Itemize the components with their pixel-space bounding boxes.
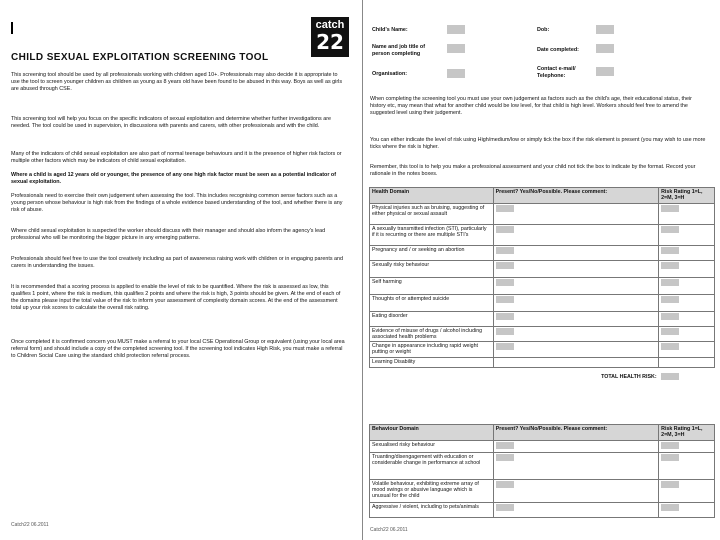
risk-cell[interactable] (659, 326, 715, 342)
health-domain-table (369, 187, 715, 383)
date-completed-label: Date completed: (537, 47, 579, 53)
present-field[interactable] (496, 454, 514, 461)
risk-field[interactable] (661, 226, 679, 233)
contact-label: Contact e-mail/ Telephone: (537, 66, 576, 79)
contact-field[interactable] (596, 67, 614, 76)
present-field[interactable] (496, 328, 514, 335)
risk-level-note: You can either indicate the level of risk using High/medium/low or simply tick the box if the risk element is present (you may wish to use more ticks where the risk is higher. (370, 137, 706, 150)
present-field[interactable] (496, 313, 514, 320)
behaviour-row-label: Volatile behaviour, exhibiting extreme array of mood swings or abusive language which is unusual for the child (370, 479, 494, 502)
childs-name-label: Child's Name: (372, 27, 408, 33)
health-header-row (370, 188, 715, 204)
intro-paragraph: This screening tool should be used by all professionals working with children aged 10+. Professionals may also decide it is appropriate to use the tool to screen younger children as children as young as 8 years old have been found to be abused in this way. Boys as well as girls are abused through CSE. (11, 72, 343, 92)
dob-label: Dob: (537, 27, 550, 33)
present-field[interactable] (496, 226, 514, 233)
dob-field[interactable] (596, 25, 614, 34)
behaviour-domain-table (369, 424, 715, 518)
risk-cell[interactable] (659, 203, 715, 224)
present-field[interactable] (496, 247, 514, 254)
risk-cell[interactable] (659, 277, 715, 294)
health-row-label: Learning Disability (370, 357, 494, 367)
health-risk-header: Risk Rating 1=L, 2=M, 3=H (659, 188, 715, 204)
risk-cell[interactable] (659, 452, 715, 479)
risk-field[interactable] (661, 328, 679, 335)
table-row (370, 203, 715, 224)
risk-cell[interactable] (659, 502, 715, 517)
present-cell[interactable] (493, 294, 659, 311)
risk-field[interactable] (661, 343, 679, 350)
scoring-paragraph: It is recommended that a scoring process is applied to enable the level of risk to be quantified. Where the risk is assessed as low, this qualifies 1 point, where the risk is medium, this qualifies 2 points and where the risk is high, 3 points should be given. At the end of each of the domains please input the total value of the risk to inform your assessment of complexity domain scores. At the end of the assessment total up your risk scores to calculate the overall risk rating. (11, 284, 341, 311)
present-cell[interactable] (493, 203, 659, 224)
present-cell[interactable] (493, 326, 659, 342)
risk-field[interactable] (661, 481, 679, 488)
manager-paragraph: Where child sexual exploitation is suspected the worker should discuss with their manager and should also inform the agency's lead professional who will be monitoring the bigger picture in any emerging patterns. (11, 228, 326, 241)
health-domain-header: Health Domain (370, 188, 494, 204)
name-job-label: Name and job title of person completing (372, 44, 426, 57)
risk-field[interactable] (661, 442, 679, 449)
behaviour-row-label: Truanting/disengagement with education or considerable change in performance at school (370, 452, 494, 479)
present-field[interactable] (496, 262, 514, 269)
behaviour-present-header: Present? Yes/No/Possible. Please comment: (493, 425, 658, 441)
creative-use-paragraph: Professionals should feel free to use the tool creatively including as part of awareness raising work with children or in engaging parents and carers in understanding the issues. (11, 256, 344, 269)
present-cell[interactable] (493, 311, 659, 326)
health-row-label: Evidence of misuse of drugs / alcohol including associated health problems (370, 326, 494, 342)
present-cell[interactable] (493, 479, 658, 502)
table-row (370, 294, 715, 311)
table-row (370, 260, 715, 277)
health-row-label: Sexually risky behaviour (370, 260, 494, 277)
catch22-logo: catch 22 (311, 17, 349, 57)
present-cell[interactable] (493, 277, 659, 294)
health-present-header: Present? Yes/No/Possible. Please comment: (493, 188, 659, 204)
referral-paragraph: Once completed it is confirmed concern you MUST make a referral to your local CSE Operational Group or equivalent (using your local area referral form) and should include a copy of the completed screening tool. If the screening tool indicates High Risk, you must make a referral to Children Social Care using the standard child protection referral process. (11, 339, 345, 359)
present-cell[interactable] (493, 440, 658, 452)
behaviour-header-row (370, 425, 715, 441)
health-row-label: Eating disorder (370, 311, 494, 326)
risk-cell[interactable] (659, 294, 715, 311)
behaviour-row-label: Aggressive / violent, including to pets/animals (370, 502, 494, 517)
age-warning-paragraph: Where a child is aged 12 years old or younger, the presence of any one high risk factor must be seen as a potential indicator of sexual exploitation. (11, 172, 337, 185)
table-row (370, 440, 715, 452)
table-row (370, 224, 715, 245)
childs-name-field[interactable] (447, 25, 465, 34)
remember-note: Remember, this tool is to help you make a professional assessment and your child not tick the box to indicate by the format. Record your rationale in the notes boxes. (370, 164, 696, 177)
health-total-label: TOTAL HEALTH RISK: (601, 373, 657, 380)
risk-cell[interactable] (659, 479, 715, 502)
indicators-paragraph: Many of the indicators of child sexual exploitation are also part of normal teenage behaviours and it is the presence of higher risk factors or multiple other factors which may be indicators of child sexual exploitation. (11, 151, 342, 164)
risk-cell[interactable] (659, 245, 715, 260)
risk-field[interactable] (661, 205, 679, 212)
risk-field[interactable] (661, 313, 679, 320)
organisation-label: Organisation: (372, 71, 408, 77)
risk-field[interactable] (661, 262, 679, 269)
health-total-cell[interactable] (659, 367, 715, 383)
risk-field[interactable] (661, 504, 679, 511)
behaviour-risk-header: Risk Rating 1=L, 2=M, 3=H (659, 425, 715, 441)
table-row (370, 245, 715, 260)
risk-cell[interactable] (659, 357, 715, 367)
present-cell[interactable] (493, 245, 659, 260)
risk-cell[interactable] (659, 342, 715, 358)
table-row (370, 479, 715, 502)
organisation-field[interactable] (447, 69, 465, 78)
table-row (370, 326, 715, 342)
page-title: CHILD SEXUAL EXPLOITATION SCREENING TOOL (11, 52, 269, 63)
present-cell[interactable] (493, 224, 659, 245)
behaviour-domain-header: Behaviour Domain (370, 425, 494, 441)
present-field[interactable] (496, 343, 514, 350)
name-job-field[interactable] (447, 44, 465, 53)
right-footer: Catch22 06.2011 (370, 527, 408, 533)
present-cell[interactable] (493, 502, 658, 517)
risk-field[interactable] (661, 296, 679, 303)
risk-cell[interactable] (659, 224, 715, 245)
present-field[interactable] (496, 205, 514, 212)
present-field[interactable] (496, 279, 514, 286)
purpose-paragraph: This screening tool will help you focus on the specific indicators of sexual exploitation and determine whether further investigations are needed. The tool could be used in supervision, in discussions with parents and carers, with other professionals and with the child. (11, 116, 332, 129)
health-total-row (370, 367, 715, 383)
present-cell[interactable] (493, 260, 659, 277)
corner-mark (11, 22, 13, 34)
health-row-label: Change in appearance including rapid weight putting or weight (370, 342, 494, 358)
behaviour-row-label: Sexualised risky behaviour (370, 440, 494, 452)
health-row-label: Thoughts of or attempted suicide (370, 294, 494, 311)
health-row-label: Pregnancy and / or seeking an abortion (370, 245, 494, 260)
present-field[interactable] (496, 481, 514, 488)
present-cell[interactable] (493, 452, 658, 479)
health-row-label: Self harming (370, 277, 494, 294)
table-row (370, 277, 715, 294)
health-row-label: A sexually transmitted infection (STI), particularly if it is recurring or there are multiple STI's (370, 224, 494, 245)
present-cell[interactable] (493, 357, 659, 367)
present-field[interactable] (496, 442, 514, 449)
health-total-field[interactable] (661, 373, 679, 380)
present-field[interactable] (496, 296, 514, 303)
risk-cell[interactable] (659, 311, 715, 326)
risk-cell[interactable] (659, 440, 715, 452)
left-footer: Catch22 06.2011 (11, 522, 49, 528)
risk-cell[interactable] (659, 260, 715, 277)
risk-field[interactable] (661, 279, 679, 286)
present-field[interactable] (496, 504, 514, 511)
table-row (370, 502, 715, 517)
table-row (370, 342, 715, 358)
health-row-label: Physical injuries such as bruising, suggesting of either physical or sexual assault (370, 203, 494, 224)
date-completed-field[interactable] (596, 44, 614, 53)
judgement-paragraph: Professionals need to exercise their own judgement when assessing the tool. This includes recognising common sense factors such as a young person whose behaviour is high risk from the findings of a whole evidence based understanding of the tool, and whether there is any risk of abuse. (11, 193, 343, 213)
table-row (370, 452, 715, 479)
present-cell[interactable] (493, 342, 659, 358)
table-row (370, 311, 715, 326)
table-row (370, 357, 715, 367)
judgement-note: When completing the screening tool you must use your own judgement as factors such as the child's age, their educational status, their history etc, may mean that what for another child would be low level, for that child is high level. Workers should feel free to amend the suggested level using their judgement. (370, 96, 692, 116)
risk-field[interactable] (661, 247, 679, 254)
risk-field[interactable] (661, 454, 679, 461)
